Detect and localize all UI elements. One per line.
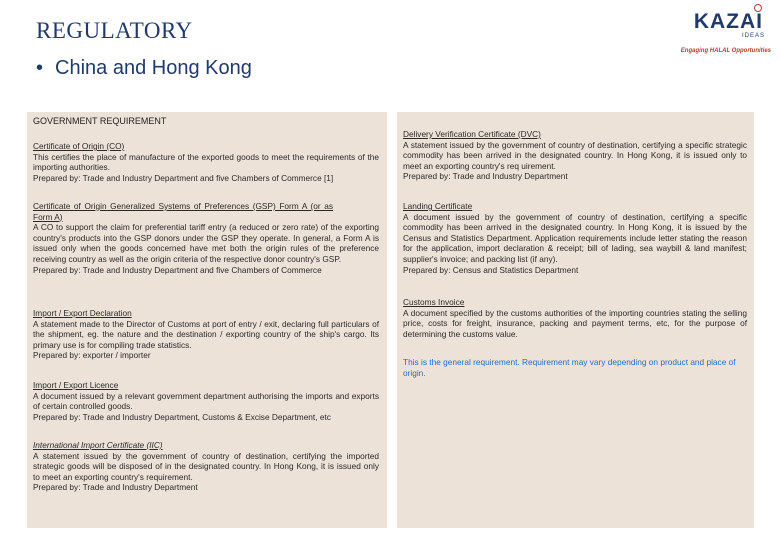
logo [660,6,775,56]
item-body: A statement issued by the government of country of destination, certifying a specific strategic commodity has been arrived in the designated country. In Hong Kong, it is issued only to meet an exporting country's req uirement. [403,139,747,171]
left-item-co [33,141,379,183]
logo-wordmark: KAZAI [693,10,763,33]
item-body: A statement made to the Director of Customs at port of entry / exit, declaring full particulars of the shipment, eg. the nature and the destination / exporting country of the ship's cargo. Its primary use is for compiling trade statistics. [33,318,379,350]
logo-tagline: Engaging HALAL Opportunities [680,48,771,54]
right-item-customs-invoice [403,297,747,339]
item-prepared: Prepared by: Trade and Industry Department [403,171,568,182]
right-item-landing [403,201,747,275]
item-heading: Landing Certificate [403,201,473,211]
item-heading: Import / Export Licence [33,380,119,390]
page-title: REGULATORY [36,18,193,43]
item-body: A document issued by a relevant government department authorising the imports and exports of certain controlled goods. [33,390,379,412]
item-heading: Certificate of Origin Generalized Systems of Preferences (GSP) Form A (or as Form A) [33,201,333,222]
item-prepared: Prepared by: Trade and Industry Department and five Chambers of Commerce [1] [33,172,334,183]
left-item-gsp [33,201,379,275]
item-body: A CO to support the claim for preferential tariff entry (a reduced or zero rate) of the exporting country's products into the GSP donors under the GSP they operate. In general, a Form A is issued only when the goods concerned have met both the origin rules of the preference receiving country as well as the origin criteria of the respective donor country's GSP. [33,222,379,264]
general-note: This is the general requirement. Requirement may vary depending on product and place of origin. [403,357,736,378]
logo-sub: IDEAS [741,33,765,39]
right-item-dvc [403,129,747,182]
item-prepared: Prepared by: exporter / importer [33,350,151,361]
item-heading: Customs Invoice [403,297,465,307]
left-item-declaration [33,308,379,361]
bullet-subtitle [36,57,252,80]
item-heading: Import / Export Declaration [33,308,132,318]
item-body: A document issued by the government of country of destination, certifying a specific commodity has been arrived in the designated country. In Hong Kong, it is issued by the Census and Statistics Department. Application requirements include letter stating the reason for the application, import declaration & receipt; bill of lading, sea waybill & land manifest; supplier's invoice; and packing list (if any). [403,211,747,264]
item-body: A document specified by the customs authorities of the importing countries stating the selling price, costs for freight, insurance, packing and payment terms, etc, for the purpose of determining the customs value. [403,307,747,339]
item-heading: Certificate of Origin (CO) [33,141,125,151]
bullet-text: China and Hong Kong [55,57,252,79]
item-prepared: Prepared by: Trade and Industry Department, Customs & Excise Department, etc [33,411,331,422]
left-item-licence [33,380,379,422]
item-prepared: Prepared by: Trade and Industry Department and five Chambers of Commerce [33,264,322,275]
section-heading: GOVERNMENT REQUIREMENT [33,116,167,126]
item-body: This certifies the place of manufacture of the exported goods to meet the requirements of the importing authorities. [33,151,379,173]
item-body: A statement issued by the government of country of destination, certifying the imported strategic goods will be disposed of in the designated country. In Hong Kong, it is issued only to meet an exporting country's requirement. [33,450,379,482]
item-heading: Delivery Verification Certificate (DVC) [403,129,541,139]
bullet-dot-icon: • [36,57,44,79]
item-heading: International Import Certificate (IIC) [33,440,163,450]
item-prepared: Prepared by: Census and Statistics Department [403,264,579,275]
left-item-iic [33,440,379,493]
item-prepared: Prepared by: Trade and Industry Department [33,482,198,493]
